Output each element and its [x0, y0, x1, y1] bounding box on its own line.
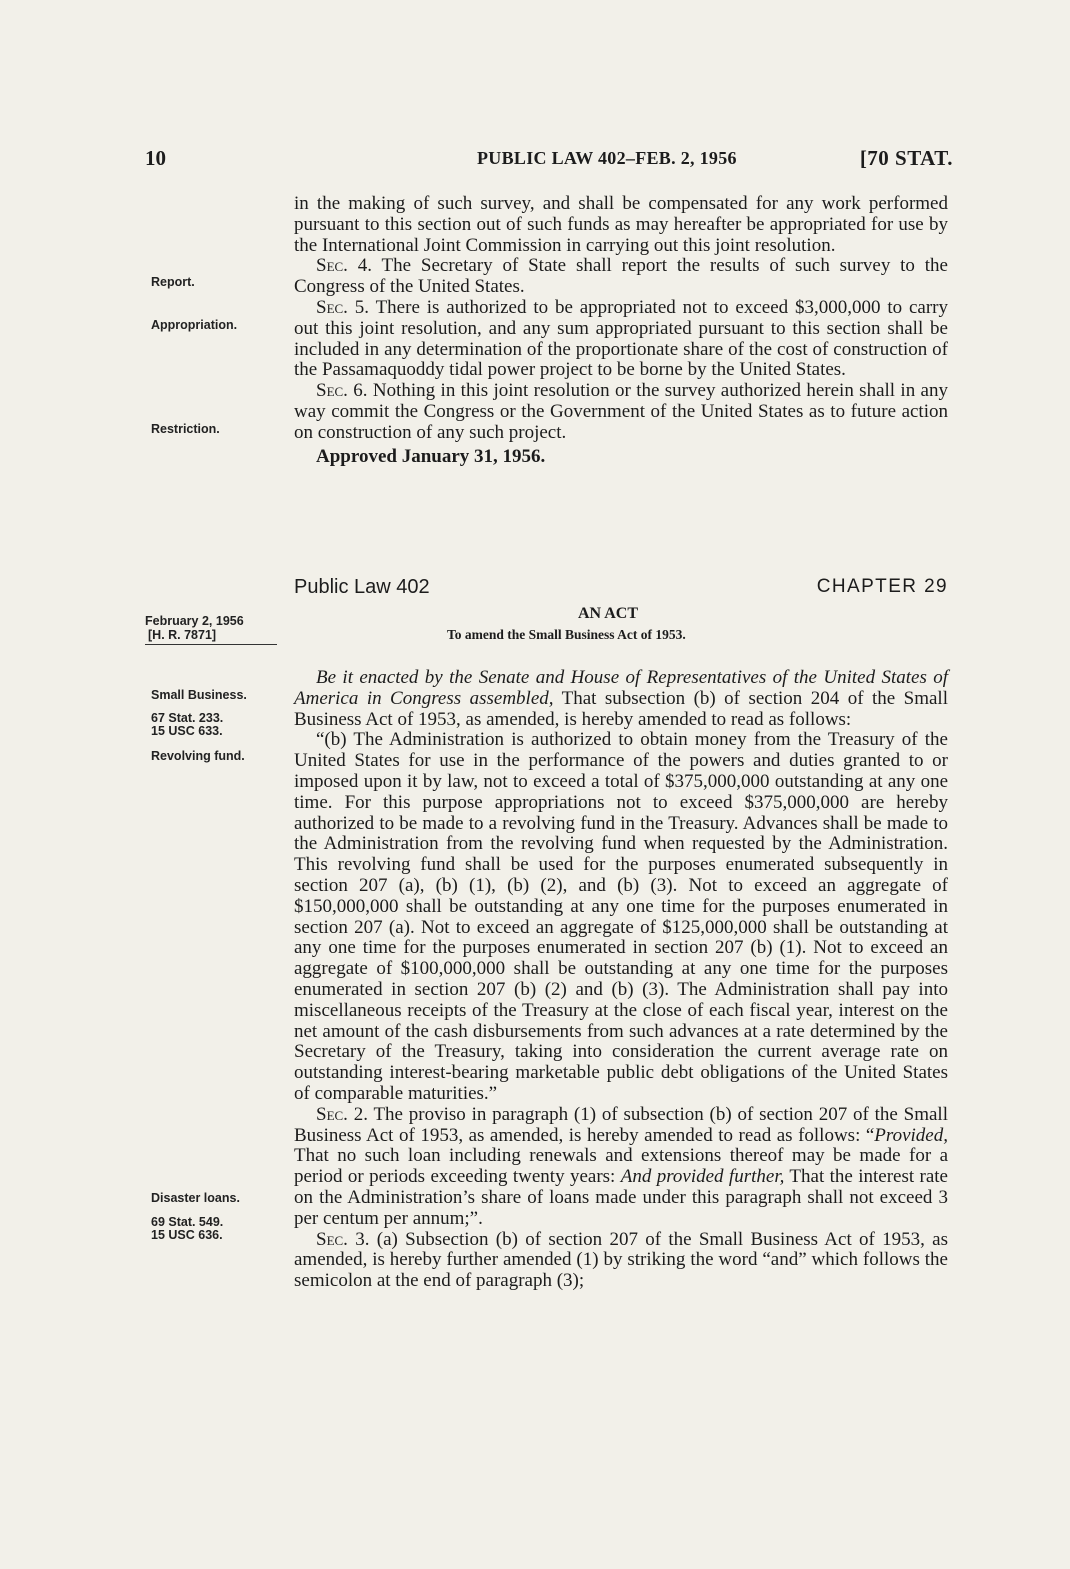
margin-note-date: February 2, 1956	[145, 614, 244, 628]
header-title: PUBLIC LAW 402–FEB. 2, 1956	[477, 148, 737, 168]
paragraph-continuation: in the making of such survey, and shall be compensated for any work performed pursuant to this section out of such funds as may hereafter be appropriated for use by the International Joint Commission in carrying out this joint resolution.	[294, 193, 948, 256]
section-4: Sec. 4. The Secretary of State shall report the results of such survey to the Congress of the United States.	[294, 255, 948, 298]
margin-note-citation-usc: 15 USC 633.	[151, 724, 223, 738]
margin-note-revolving-fund: Revolving fund.	[151, 749, 245, 763]
margin-note-bill-number: [H. R. 7871]	[148, 628, 217, 642]
section-label: Sec. 3.	[316, 1228, 370, 1250]
page-number: 10	[145, 146, 166, 170]
margin-note-small-business: Small Business.	[151, 688, 247, 702]
section-label: Sec. 2.	[316, 1103, 368, 1125]
section-3: Sec. 3. (a) Subsection (b) of section 207 of the Small Business Act of 1953, as amended, is hereby further amended (1) by striking the word “and” which follows the semicolon at the end of paragraph (3);	[294, 1228, 948, 1292]
header-stat-reference: [70 STAT.	[859, 146, 953, 170]
act-title: To amend the Small Business Act of 1953.	[447, 627, 686, 642]
section-2: Sec. 2. The proviso in paragraph (1) of subsection (b) of section 207 of the Small Business Act of 1953, as amended, is hereby amended to read as follows: “Provided, That no such loan including renewals and extensions thereof may be made for a period or periods exceeding twenty years: And provided further, That the interest rate on the Administration’s share of loans made under this paragraph shall not exceed 3 per centum per annum;”.	[294, 1103, 948, 1229]
subsection-b-text: “(b) The Administration is authorized to obtain money from the Treasury of the United States for use in the performance of the powers and duties granted to or imposed upon it by law, not to exceed a total of $375,000,000 outstanding at any one time. For this purpose appropriations not to exceed $375,000,000 are hereby authorized to be made to a revolving fund in the Treasury. Advances shall be made to the Administration from the revolving fund when requested by the Administration. This revolving fund shall be used for the purposes enumerated subsequently in section 207 (a), (b) (1), (b) (2), and (b) (3). Not to exceed an aggregate of $150,000,000 shall be outstanding at any one time for the purposes enumerated in section 207 (a). Not to exceed an aggregate of $125,000,000 shall be outstanding at any one time for the purposes enumerated in section 207 (b) (1). Not to exceed an aggregate of $100,000,000 shall be outstanding at any one time for the purposes enumerated in section 207 (b) (2) and (b) (3). The Administration shall pay into miscellaneous receipts of the Treasury at the close of each fiscal year, interest on the net amount of the cash disbursements from such advances at a rate determined by the Secretary of the Treasury, taking into consideration the current average rate on outstanding interest-bearing marketable public debt obligations of the United States of comparable maturities.”	[294, 729, 948, 1104]
an-act-heading: AN ACT	[578, 605, 639, 622]
section-label: Sec. 6.	[316, 380, 368, 402]
margin-note-citation-stat-2: 69 Stat. 549.	[151, 1215, 224, 1229]
section-6: Sec. 6. Nothing in this joint resolution or the survey authorized herein shall in any way commit the Congress or the Government of the United States as to future action on construction of any such project.	[294, 380, 948, 443]
chapter-number: CHAPTER 29	[816, 576, 948, 597]
margin-divider	[145, 644, 277, 645]
margin-note-restriction: Restriction.	[151, 422, 220, 436]
section-label: Sec. 4.	[316, 255, 373, 277]
margin-note-citation-usc-2: 15 USC 636.	[151, 1228, 223, 1242]
section-label: Sec. 5.	[316, 296, 370, 318]
body-lower	[294, 668, 948, 1292]
margin-note-appropriation: Appropriation.	[151, 318, 238, 332]
section-5: Sec. 5. There is authorized to be appropriated not to exceed $3,000,000 to carry out this joint resolution, and any sum appropriated pursuant to this section shall be included in any determination of the proportionate share of the cost of construction of the Passamaquoddy tidal power project to be borne by the United States.	[294, 296, 948, 381]
enacting-clause: Be it enacted by the Senate and House of Representatives of the United States of America in Congress assembled, That subsection (b) of section 204 of the Small Business Act of 1953, as amended, is hereby amended to read as follows:	[294, 667, 948, 730]
margin-note-citation-stat: 67 Stat. 233.	[151, 711, 224, 725]
margin-note-disaster-loans: Disaster loans.	[151, 1191, 240, 1205]
public-law-number: Public Law 402	[294, 576, 430, 598]
margin-note-report: Report.	[151, 275, 195, 289]
approved-date: Approved January 31, 1956.	[316, 445, 546, 467]
body-upper	[294, 194, 948, 467]
page-header	[145, 146, 955, 174]
